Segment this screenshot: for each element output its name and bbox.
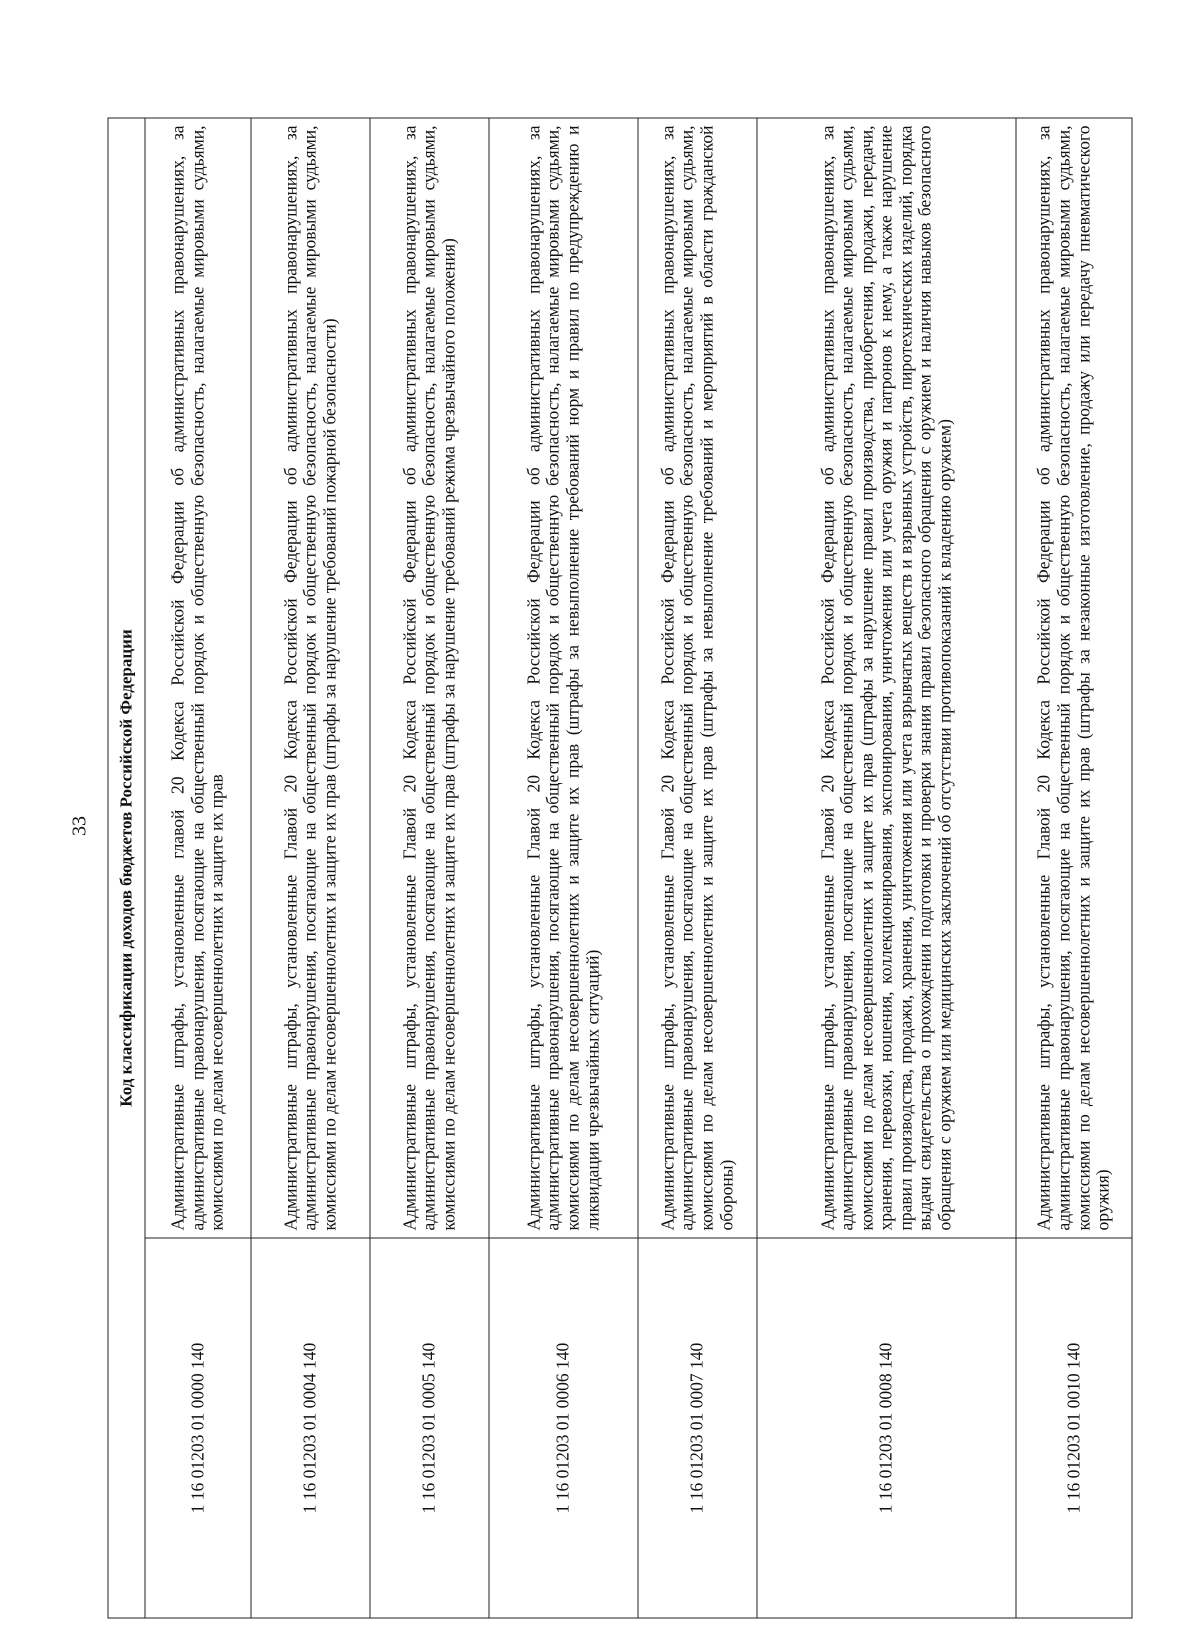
row-code: 1 16 01203 01 0007 140 [638, 1238, 757, 1618]
row-name: Административные штрафы, установленные Главой 20 Кодекса Российской Федерации об административных правонарушениях, за административные правонарушения, посягающие на общественный порядок и общественную безопасность, налагаемые мировыми судьями, комиссиями по делам несовершеннолетних и защите их прав (штрафы за невыполнение требований норм и правил по предупреждению и ликвидации чрезвычайных ситуаций) [489, 118, 638, 1238]
page-number: 33 [68, 816, 91, 836]
row-code: 1 16 01203 01 0006 140 [489, 1238, 638, 1618]
table-row [757, 118, 1016, 1618]
row-name: Административные штрафы, установленные Главой 20 Кодекса Российской Федерации об административных правонарушениях, за административные правонарушения, посягающие на общественный порядок и общественную безопасность, налагаемые мировыми судьями, комиссиями по делам несовершеннолетних и защите их прав (штрафы за нарушение требований режима чрезвычайного положения) [370, 118, 489, 1238]
row-code: 1 16 01203 01 0000 140 [145, 1238, 251, 1618]
row-name: Административные штрафы, установленные Главой 20 Кодекса Российской Федерации об административных правонарушениях, за административные правонарушения, посягающие на общественный порядок и общественную безопасность, налагаемые мировыми судьями, комиссиями по делам несовершеннолетних и защите их прав (штрафы за нарушение требований пожарной безопасности) [251, 118, 370, 1238]
table-row [638, 118, 757, 1618]
budget-classification-table [108, 117, 1133, 1618]
row-name: Административные штрафы, установленные главой 20 Кодекса Российской Федерации об административных правонарушениях, за административные правонарушения, посягающие на общественный порядок и общественную безопасность, налагаемые мировыми судьями, комиссиями по делам несовершеннолетних и защите их прав [145, 118, 251, 1238]
row-code: 1 16 01203 01 0008 140 [757, 1238, 1016, 1618]
table-row [251, 118, 370, 1618]
row-name: Административные штрафы, установленные Главой 20 Кодекса Российской Федерации об административных правонарушениях, за административные правонарушения, посягающие на общественный порядок и общественную безопасность, налагаемые мировыми судьями, комиссиями по делам несовершеннолетних и защите их прав (штрафы за незаконные изготовление, продажу или передачу пневматического оружия) [1016, 118, 1132, 1238]
row-code: 1 16 01203 01 0010 140 [1016, 1238, 1132, 1618]
row-name: Административные штрафы, установленные Главой 20 Кодекса Российской Федерации об административных правонарушениях, за административные правонарушения, посягающие на общественный порядок и общественную безопасность, налагаемые мировыми судьями, комиссиями по делам несовершеннолетних и защите их прав (штрафы за нарушение правил производства, приобретения, продажи, передачи, хранения, перевозки, ношения, коллекционирования, экспонирования, уничтожения или учета оружия и патронов к нему, а также нарушение правил производства, продажи, хранения, уничтожения или учета взрывчатых веществ и взрывных устройств, пиротехнических изделий, порядка выдачи свидетельства о прохождении подготовки и проверки знания правил безопасного обращения с оружием и наличия навыков безопасного обращения с оружием или медицинских заключений об отсутствии противопоказаний к владению оружием) [757, 118, 1016, 1238]
table-row [370, 118, 489, 1618]
row-code: 1 16 01203 01 0005 140 [370, 1238, 489, 1618]
table-row [1016, 118, 1132, 1618]
row-code: 1 16 01203 01 0004 140 [251, 1238, 370, 1618]
table-row [489, 118, 638, 1618]
row-name: Административные штрафы, установленные Главой 20 Кодекса Российской Федерации об административных правонарушениях, за административные правонарушения, посягающие на общественный порядок и общественную безопасность, налагаемые мировыми судьями, комиссиями по делам несовершеннолетних и защите их прав (штрафы за невыполнение требований и мероприятий в области гражданской обороны) [638, 118, 757, 1238]
table-header-row [108, 118, 145, 1618]
table-row [145, 118, 251, 1618]
table-header: Код классификации доходов бюджетов Российской Федерации [108, 118, 145, 1618]
